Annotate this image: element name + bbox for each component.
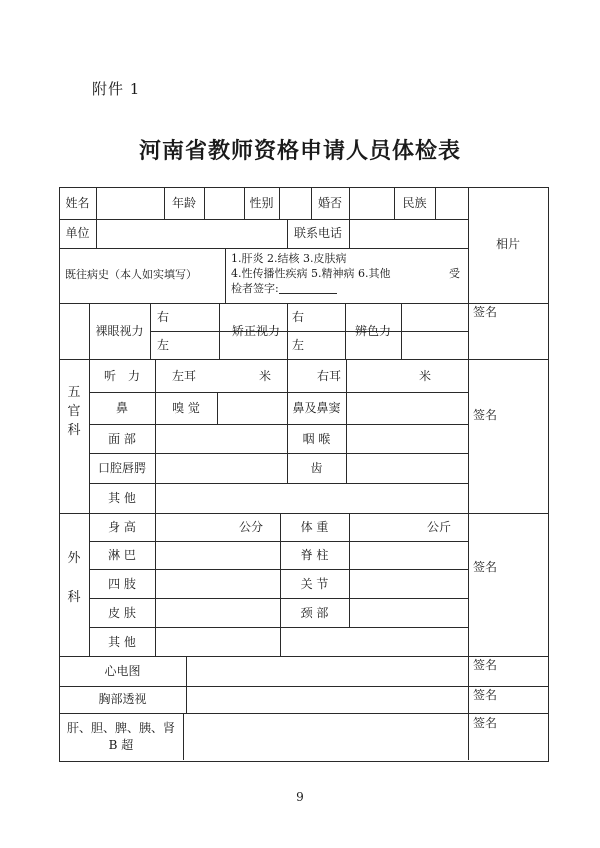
- right-ear-unit: 米: [419, 369, 432, 383]
- naked-vision-label: 裸眼视力: [95, 324, 144, 338]
- page-number: 9: [296, 790, 304, 804]
- unit-label: 单位: [65, 226, 90, 240]
- skin-label: 皮 肤: [108, 606, 136, 620]
- form-title: 河南省教师资格申请人员体检表: [138, 138, 461, 164]
- ent-section-label: [66, 383, 82, 440]
- ent-char-3: 科: [67, 423, 81, 438]
- naked-right-label: 右: [157, 310, 170, 324]
- weight-label: 体 重: [300, 520, 329, 534]
- ent-char-2: 官: [67, 404, 81, 419]
- naked-left-label: 左: [157, 338, 170, 352]
- mouth-label: 口腔唇腭: [97, 461, 146, 475]
- xray-sign-label: 签名: [473, 688, 498, 702]
- phone-label: 联系电话: [293, 226, 342, 240]
- throat-label: 咽 喉: [302, 432, 331, 446]
- photo-label: 相片: [495, 237, 520, 251]
- attachment-label: 附件 1: [92, 80, 141, 98]
- ultrasound-organs-label: 肝、胆、脾、胰、肾: [66, 721, 175, 735]
- height-label: 身 高: [108, 520, 136, 534]
- left-ear-label: 左耳: [172, 369, 197, 383]
- face-label: 面 部: [108, 432, 136, 446]
- joints-label: 关 节: [300, 577, 329, 591]
- surgery-sign-label: 签名: [473, 560, 498, 574]
- history-sign-tail: 受: [449, 267, 460, 280]
- corrected-left-label: 左: [292, 338, 305, 352]
- corrected-vision-label: 矫正视力: [231, 324, 280, 338]
- right-ear-label: 右耳: [317, 369, 342, 383]
- history-signature: [231, 282, 337, 296]
- hearing-label: 听 力: [103, 369, 140, 383]
- ultrasound-sign-label: 签名: [473, 716, 498, 730]
- corrected-right-label: 右: [292, 310, 305, 324]
- name-label: 姓名: [65, 196, 90, 210]
- lymph-label: 淋 巴: [108, 548, 136, 562]
- ent-sign-label: 签名: [473, 408, 498, 422]
- neck-label: 颈 部: [300, 606, 329, 620]
- ent-other-label: 其 他: [108, 491, 136, 505]
- surgery-char-1: 外: [67, 551, 81, 566]
- ultrasound-type-label: B 超: [108, 738, 134, 752]
- exam-form-table: [59, 187, 549, 762]
- limbs-label: 四 肢: [108, 577, 136, 591]
- weight-unit: 公斤: [427, 520, 452, 534]
- ethnicity-label: 民族: [402, 196, 427, 210]
- ent-char-1: 五: [67, 385, 81, 400]
- sinus-label: 鼻及鼻窦: [292, 401, 341, 415]
- surgery-section-label: [66, 549, 82, 607]
- history-label: 既往病史（本人如实填写）: [65, 268, 197, 281]
- xray-label: 胸部透视: [98, 692, 147, 706]
- spine-label: 脊 柱: [300, 548, 329, 562]
- surgery-char-2: 科: [67, 590, 81, 605]
- teeth-label: 齿: [310, 461, 323, 475]
- height-unit: 公分: [239, 520, 264, 534]
- gender-label: 性别: [249, 196, 274, 210]
- surgery-other-label: 其 他: [108, 635, 136, 649]
- left-ear-unit: 米: [259, 369, 272, 383]
- history-signature-label: 检者签字:: [231, 282, 279, 295]
- vision-sign-label: 签名: [473, 305, 498, 319]
- marital-label: 婚否: [317, 196, 342, 210]
- age-label: 年龄: [171, 196, 196, 210]
- signature-line[interactable]: [279, 283, 337, 294]
- history-options-1: 1.肝炎 2.结核 3.皮肤病: [231, 252, 347, 265]
- nose-label: 鼻: [115, 401, 128, 415]
- ecg-sign-label: 签名: [473, 658, 498, 672]
- ecg-label: 心电图: [104, 664, 141, 678]
- smell-label: 嗅 觉: [172, 401, 200, 415]
- color-vision-label: 辨色力: [354, 324, 391, 338]
- history-options-2: 4.性传播性疾病 5.精神病 6.其他: [231, 267, 391, 280]
